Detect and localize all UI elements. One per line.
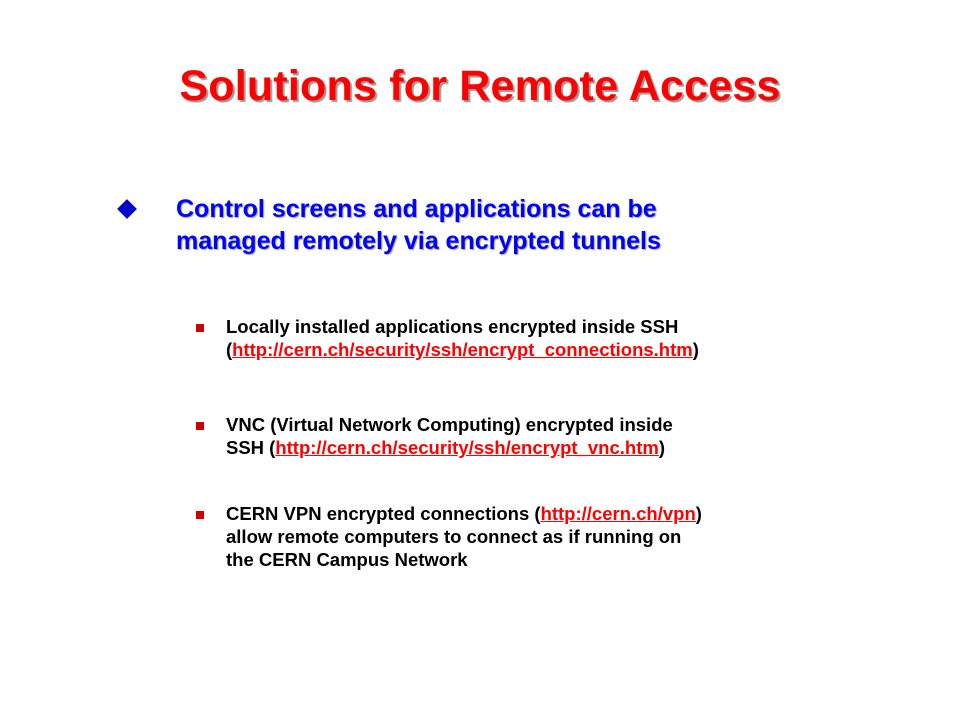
sub-bullet-suffix: ) [695,503,702,524]
sub-bullet-text [226,413,866,459]
main-bullet-text [176,193,836,257]
sub-bullet-line: the CERN Campus Network [226,549,468,570]
sub-bullet-line: VNC (Virtual Network Computing) encrypted inside [226,414,673,435]
sub-bullet-prefix: SSH ( [226,437,276,458]
slide-title: Solutions for Remote Access [179,62,781,110]
square-bullet-icon [196,324,204,332]
vpn-link[interactable]: http://cern.ch/vpn [540,503,696,524]
sub-bullet-prefix: CERN VPN encrypted connections ( [226,503,541,524]
ssh-vnc-link[interactable]: http://cern.ch/security/ssh/encrypt_vnc.htm [275,437,659,458]
sub-bullet-text [226,315,866,361]
square-bullet-icon [196,511,204,519]
main-bullet-line-1: Control screens and applications can be [176,195,657,223]
sub-bullet-line [226,502,866,525]
sub-bullet-line [226,436,866,459]
sub-bullet-text [226,502,866,571]
sub-bullet-prefix: ( [226,339,233,360]
sub-bullet-suffix: ) [658,437,665,458]
square-bullet-icon [196,422,204,430]
sub-bullet-line: Locally installed applications encrypted inside SSH [226,316,679,337]
sub-bullet-line: allow remote computers to connect as if running on [226,526,682,547]
sub-bullet-suffix: ) [692,339,699,360]
ssh-connections-link[interactable]: http://cern.ch/security/ssh/encrypt_connections.htm [232,339,693,360]
main-bullet-line-2: managed remotely via encrypted tunnels [176,227,661,255]
sub-bullet-line [226,338,866,361]
diamond-bullet-icon [117,199,137,219]
